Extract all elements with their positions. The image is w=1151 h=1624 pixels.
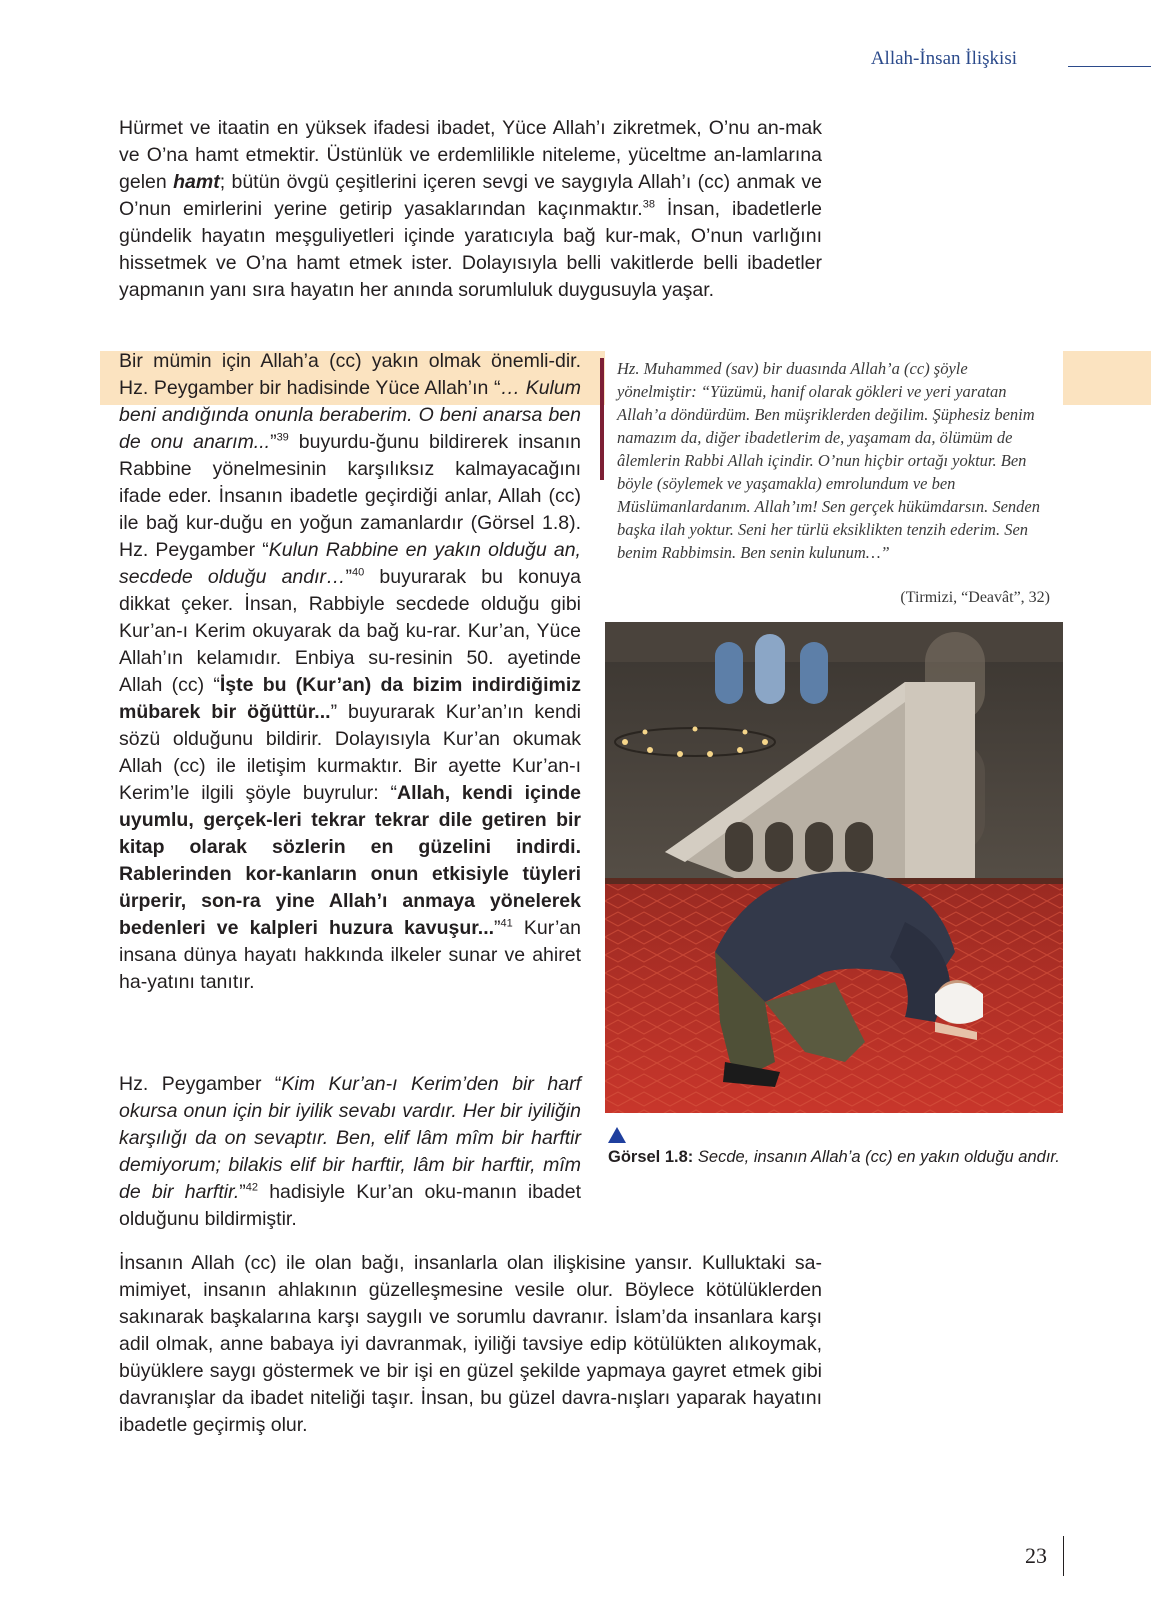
text-segment: ”	[270, 431, 277, 453]
footnote-ref: 39	[276, 431, 289, 444]
verse-quote: Allah, kendi içinde uyumlu, gerçek-leri tekrar tekrar dile getiren bir kitap olarak sözlerin en güzelini indirdi. Rablerinden kor-kanların onun etkisiyle tüyleri ürperir, son-ra yine Allah’ı anmaya yönelerek bedenleri ve kalpleri huzura kavuşur...	[119, 782, 581, 939]
text-segment: ”	[345, 566, 353, 588]
text-segment: ”	[239, 1181, 246, 1203]
text-segment: Hz. Peygamber “	[119, 1073, 282, 1095]
footnote-ref: 40	[352, 566, 365, 579]
text-segment: Kur’an insana dünya hayatı hakkında ilkeler sunar ve ahiret ha-yatını tanıtır.	[119, 917, 581, 993]
figure-caption	[608, 1146, 1063, 1169]
running-header: Allah-İnsan İlişkisi	[870, 48, 1017, 69]
prostration-photo	[605, 622, 1063, 1113]
caption-arrow-icon	[608, 1127, 626, 1143]
quote-accent-bar	[600, 358, 604, 480]
text-segment: hadisiyle Kur’an oku-manın ibadet olduğunu bildirmiştir.	[119, 1181, 581, 1230]
paragraph-4: İnsanın Allah (cc) ile olan bağı, insanlarla olan ilişkisine yansır. Kulluktaki sa-mimiyet, insanın ahlakının güzelleşmesine vesile olur. Böylece kötülüklerden sakınarak başkalarına karşı saygılı ve sorumlu davranır. İslam’da insanlara karşı adil olmak, anne babaya iyi davranmak, iyiliği tavsiye edip kötülükten alıkoymak, büyüklere saygı göstermek ve bir işi en güzel şekilde yapmaya gayret etmek gibi davranışlar da ibadet niteliği taşır. İnsan, bu güzel davra-nışları yaparak hayatını ibadetle geçirmiş olur.	[119, 1252, 822, 1436]
text-segment: ” buyurarak Kur’an’ın kendi sözü olduğunu bildirir. Dolayısıyla Kur’an okumak Allah (cc) ile iletişim kurmaktır. Bir ayette Kur’an-ı Kerim’le ilgili şöyle buyrulur: “	[119, 701, 582, 804]
mosque-prayer-illustration	[605, 622, 1063, 1113]
text-segment: İnsan, ibadetlerle gündelik hayatın meşguliyetleri içinde yaratıcıyla bağ kur-mak, O’nun varlığını hissetmek ve O’na hamt etmek ister. Dolayısıyla belli vakitlerde belli ibadetler yapmanın yanı sıra hayatın her anında sorumluluk duygusuyla yaşar.	[119, 198, 823, 301]
figure-label: Görsel 1.8:	[608, 1148, 694, 1166]
footnote-ref: 38	[642, 198, 655, 211]
text-segment: ; bütün övgü çeşitlerini içeren sevgi ve saygıyla Allah’ı (cc) anmak ve O’nun emirlerini yerine getirip yasaklarından kaçınmaktır.	[119, 171, 822, 220]
page-number: 23	[1025, 1543, 1047, 1568]
verse-quote: İşte bu (Kur’an) da bizim indirdiğimiz mübarek bir öğüttür...	[119, 674, 581, 723]
text-segment: ”	[494, 917, 501, 939]
text-segment: Bir mümin için Allah’a (cc) yakın olmak önemli-dir. Hz. Peygamber bir hadisinde Yüce Allah’ın “	[119, 350, 581, 399]
hadith-quote: Kim Kur’an-ı Kerim’den bir harf okursa onun için bir iyilik sevabı vardır. Her bir iyiliğin karşılığı da on sevaptır. Ben, elif lâm mîm bir harftir demiyorum; bilakis elif bir harftir, lâm bir harftir, mîm de bir harftir.	[119, 1073, 581, 1203]
hadith-quote: Kulun Rabbine en yakın olduğu an, secdede olduğu andır…	[119, 539, 581, 588]
header-rule	[1068, 66, 1151, 67]
quote-source: (Tirmizi, “Deavât”, 32)	[900, 589, 1050, 606]
footnote-ref: 41	[500, 917, 513, 930]
paragraph-1	[119, 115, 822, 304]
paragraph-2	[119, 348, 581, 996]
text-segment: buyurdu-ğunu bildirerek insanın Rabbine yönelmesinin karşılıksız kalmayacağını ifade eder. İnsanın ibadetle geçirdiği anlar, Allah (cc) ile bağ kur-duğu en yoğun zamanlardır (Görsel 1.8). Hz. Peygamber “	[119, 431, 581, 561]
text-segment: buyurarak bu konuya dikkat çeker. İnsan, Rabbiyle secdede olduğu gibi Kur’an-ı Kerim okuyarak da bağ ku-rar. Kur’an, Yüce Allah’ın kelamıdır. Enbiya su-resinin 50. ayetinde Allah (cc) “	[119, 566, 581, 696]
prayer-quote: Hz. Muhammed (sav) bir duasında Allah’a (cc) şöyle yönelmiştir: “Yüzümü, hanif olarak gökleri ve yeri yaratan Allah’a döndürdüm. Ben müşriklerden değilim. Şüphesiz benim namazım da, diğer ibadetlerim de, yaşamam da, ölümüm de âlemlerin Rabbi Allah içindir. O’nun hiçbir ortağı yoktur. Ben böyle (söylemek ve yaşamakla) emrolundum ve ben Müslümanlardanım. Allah’ım! Sen gerçek hükümdarsın. Senden başka ilah yoktur. Seni her türlü eksiklikten tenzih ederim. Sen benim Rabbimsin. Ben senin kulunum…”	[617, 359, 1040, 562]
bold-term: hamt	[173, 171, 220, 193]
footnote-ref: 42	[245, 1181, 259, 1194]
text-segment: Hürmet ve itaatin en yüksek ifadesi ibadet, Yüce Allah’ı zikretmek, O’nu an-mak ve O’na hamt etmektir. Üstünlük ve erdemlilikle niteleme, yüceltme an-lamlarına gelen	[119, 117, 822, 193]
hadith-quote: … Kulum beni andığında onunla beraberim. O beni anarsa ben de onu anarım...	[119, 377, 581, 453]
figure-caption-text: Secde, insanın Allah’a (cc) en yakın olduğu andır.	[693, 1148, 1060, 1166]
paragraph-3	[119, 1071, 581, 1233]
page-number-rule	[1063, 1536, 1064, 1576]
